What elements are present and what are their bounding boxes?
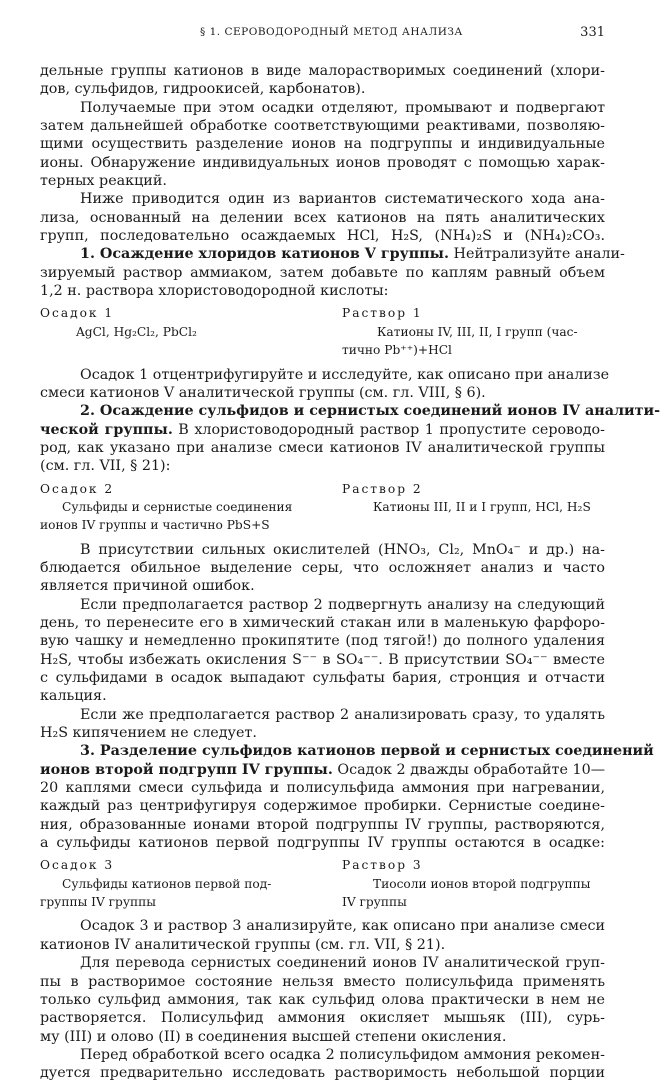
scheme-row (40, 304, 605, 322)
text-line: каждый раз центрифугируя содержимое пробирки. Сернистые соедине- (40, 798, 605, 815)
scheme-row (40, 875, 605, 893)
solution-label: Раствор 1 (342, 306, 423, 321)
text-line: Ниже приводится один из вариантов систематического хода ана- (80, 191, 605, 208)
text-line: му (III) и олово (II) в соединения высшей степени окисления. (40, 1028, 507, 1045)
text-line: ния, образованные ионами второй подгруппы IV группы, растворяются, (40, 816, 605, 833)
section-1-heading-line: 1. Осаждение хлоридов катионов V группы. Нейтрализуйте анали- (80, 246, 625, 263)
text-line: H₂S, чтобы избежать окисления S⁻⁻ в SO₄⁻⁻. В присутствии SO₄⁻⁻ вместе (40, 651, 605, 668)
text-line: пы в растворимое состояние нельзя вместо полисульфида применять (40, 973, 605, 990)
text-line: вую чашку и немедленно прокипятите (под тягой!) до полного удаления (40, 633, 605, 650)
precipitate-content: Сульфиды катионов первой под- (62, 876, 272, 891)
solution-content: Катионы III, II и I групп, HCl, H₂S (373, 499, 591, 514)
precipitate-label: Осадок 1 (40, 306, 115, 321)
text-line: Осадок 1 отцентрифугируйте и исследуйте, как описано при анализе (80, 366, 610, 383)
precipitate-label: Осадок 3 (40, 858, 115, 873)
precipitate-content: Сульфиды и сернистые соединения (62, 499, 293, 514)
text-line: с сульфидами в осадок выпадают сульфаты бария, стронция и отчасти (40, 670, 605, 686)
solution-label: Раствор 3 (342, 858, 423, 873)
text-line: кальция. (40, 688, 107, 705)
text-line: (см. гл. VII, § 21): (40, 458, 171, 475)
text-line: род, как указано при анализе смеси катионов IV аналитической группы (40, 439, 605, 456)
scheme-row (40, 480, 605, 498)
text-line: терных реакций. (40, 173, 167, 190)
text-line: групп, последовательно осаждаемых HCl, H₂S, (NH₄)₂S и (NH₄)₂CO₃. (40, 228, 605, 245)
scheme-row (40, 516, 605, 534)
section-2-heading: 2. Осаждение сульфидов и сернистых соединений ионов IV аналити- (80, 403, 660, 420)
precipitate-content: ионов IV группы и частично PbS+S (40, 518, 270, 533)
text-line: зируемый раствор аммиаком, затем добавьте по каплям равный объем (40, 264, 605, 281)
solution-content: Катионы IV, III, II, I групп (час- (377, 324, 578, 339)
text-line: затем дальнейшей обработке соответствующими реактивами, позволяю- (40, 118, 605, 135)
text-line: лиза, основанный на делении всех катионов на пять аналитических (40, 209, 605, 226)
scheme-row (40, 498, 605, 516)
text-line: В присутствии сильных окислителей (HNO₃, Cl₂, MnO₄⁻ и др.) на- (80, 541, 605, 558)
section-3-heading: 3. Разделение сульфидов катионов первой и сернистых соединений (80, 743, 654, 760)
precipitate-content: группы IV группы (40, 895, 156, 910)
text-line: Осадок 3 и раствор 3 анализируйте, как описано при анализе смеси (80, 918, 605, 935)
text-line: является причиной ошибок. (40, 578, 255, 595)
precipitate-label: Осадок 2 (40, 481, 115, 496)
section-2-heading-line: ческой группы. В хлористоводородный раствор 1 пропустите сероводо- (40, 421, 605, 438)
text-line: день, то перенесите его в химический стакан или в маленькую фарфоро- (40, 614, 605, 631)
scheme-row (40, 856, 605, 874)
scheme-row (40, 341, 605, 359)
text-line: щими осуществить разделение ионов на подгруппы и индивидуальные (40, 136, 605, 153)
text-line: только сульфид аммония, так как сульфид олова практически в нем не (40, 991, 605, 1008)
solution-content: тично Pb⁺⁺)+HCl (342, 343, 452, 358)
text-line: Для перевода сернистых соединений ионов IV аналитической груп- (80, 955, 605, 972)
page-body (40, 62, 660, 1083)
text-line: 20 каплями смеси сульфида и полисульфида аммония при нагревании, (40, 780, 605, 797)
section-title: § 1. СЕРОВОДОРОДНЫЙ МЕТОД АНАЛИЗА (200, 26, 463, 38)
running-header (40, 26, 605, 44)
text-line: дов, сульфидов, гидроокисей, карбонатов). (40, 81, 366, 98)
text-line: дельные группы катионов в виде малорастворимых соединений (хлори- (40, 63, 605, 79)
text-line: растворяется. Полисульфид аммония окисляет мышьяк (III), сурь- (40, 1010, 605, 1027)
text-line: Получаемые при этом осадки отделяют, промывают и подвергают (80, 99, 605, 116)
text-line: катионов IV аналитической группы (см. гл. VII, § 21). (40, 936, 446, 953)
text-line: а сульфиды катионов первой подгруппы IV группы остаются в осадке: (40, 835, 605, 852)
text-line: дуется предварительно исследовать растворимость небольшой порции (40, 1065, 605, 1082)
solution-content: IV группы (342, 895, 407, 910)
text-line: Если же предполагается раствор 2 анализировать сразу, то удалять (80, 706, 605, 723)
precipitate-content: AgCl, Hg₂Cl₂, PbCl₂ (76, 324, 197, 339)
solution-content: Тиосоли ионов второй подгруппы (373, 876, 591, 891)
scheme-row (40, 323, 605, 341)
solution-label: Раствор 2 (342, 481, 423, 496)
text-line: ионы. Обнаружение индивидуальных ионов проводят с помощью харак- (40, 154, 605, 171)
section-1-heading: 1. Осаждение хлоридов катионов V группы. (80, 246, 449, 263)
text-line: блюдается обильное выделение серы, что осложняет анализ и часто (40, 559, 605, 576)
text-line: смеси катионов V аналитической группы (см. гл. VIII, § 6). (40, 384, 486, 401)
text-line: Если предполагается раствор 2 подвергнуть анализу на следующий (80, 596, 605, 613)
text-line: Перед обработкой всего осадка 2 полисульфидом аммония рекомен- (80, 1046, 605, 1063)
text-line: 1,2 н. раствора хлористоводородной кислоты: (40, 283, 389, 300)
text-line: H₂S кипячением не следует. (40, 725, 257, 742)
page-number: 331 (580, 25, 605, 40)
scheme-row (40, 893, 605, 911)
section-3-heading-line: ионов второй подгрупп IV группы. Осадок 2 дважды обработайте 10— (40, 761, 605, 778)
